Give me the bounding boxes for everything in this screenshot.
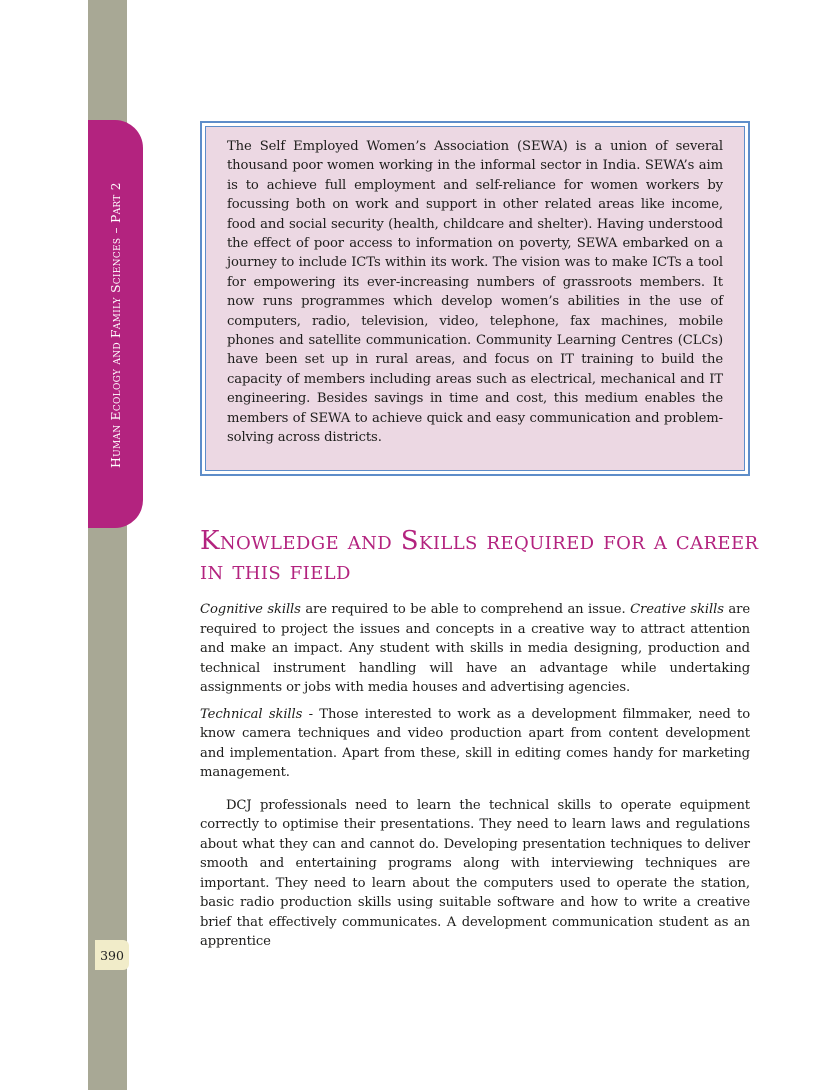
paragraph-cognitive-skills xyxy=(200,600,750,698)
term-technical-skills: Technical skills xyxy=(200,706,303,722)
body-text xyxy=(200,600,750,959)
paragraph-text: are required to project the issues and concepts in a creative way to attract attention and make an impact. Any student with skills in media designing, production and technical instrument handling will have an advantage while undertaking assignments or jobs with media houses and advertising agencies. xyxy=(200,602,750,695)
case-study-box xyxy=(200,121,750,476)
section-heading: Knowledge and Skills required for a career in this field xyxy=(200,526,759,586)
paragraph-text: are required to be able to comprehend an issue. xyxy=(300,602,631,617)
paragraph-technical-skills xyxy=(200,705,750,783)
running-title: Human Ecology and Family Sciences – Part 2 xyxy=(109,182,123,468)
term-cognitive-skills: Cognitive skills xyxy=(200,602,301,617)
page-number: 390 xyxy=(95,940,129,970)
paragraph-dcj-professionals: DCJ professionals need to learn the technical skills to operate equipment correctly to optimise their presentations. They need to learn laws and regulations about what they can and cannot do. Developing presentation techniques to deliver smooth and entertaining programs along with interviewing techniques are important. They need to learn about the computers used to operate the station, basic radio production skills using suitable software and how to write a creative brief that effectively communicates. A development communication student as an apprentice xyxy=(200,797,750,949)
term-creative-skills: Creative skills xyxy=(630,602,724,617)
case-study-box-inner xyxy=(205,126,745,471)
paragraph-text: - Those interested to work as a development filmmaker, need to know camera techniques and video production apart from content development and implementation. Apart from these, skill in editing comes handy for marketing management. xyxy=(200,706,751,780)
case-study-text: The Self Employed Women’s Association (SEWA) is a union of several thousand poor women working in the informal sector in India. SEWA’s aim is to achieve full employment and self-reliance for women workers by focussing both on work and support in other related areas like income, food and social security (health, childcare and shelter). Having understood the effect of poor access to information on poverty, SEWA embarked on a journey to include ICTs within its work. The vision was to make ICTs a tool for empowering its ever-increasing numbers of grassroots members. It now runs programmes which develop women’s abilities in the use of computers, radio, television, video, telephone, fax machines, mobile phones and satellite communication. Community Learning Centres (CLCs) have been set up in rural areas, and focus on IT training to build the capacity of members including areas such as electrical, mechanical and IT engineering. Besides savings in time and cost, this medium enables the members of SEWA to achieve quick and easy communication and problem-solving across districts. xyxy=(227,139,723,446)
